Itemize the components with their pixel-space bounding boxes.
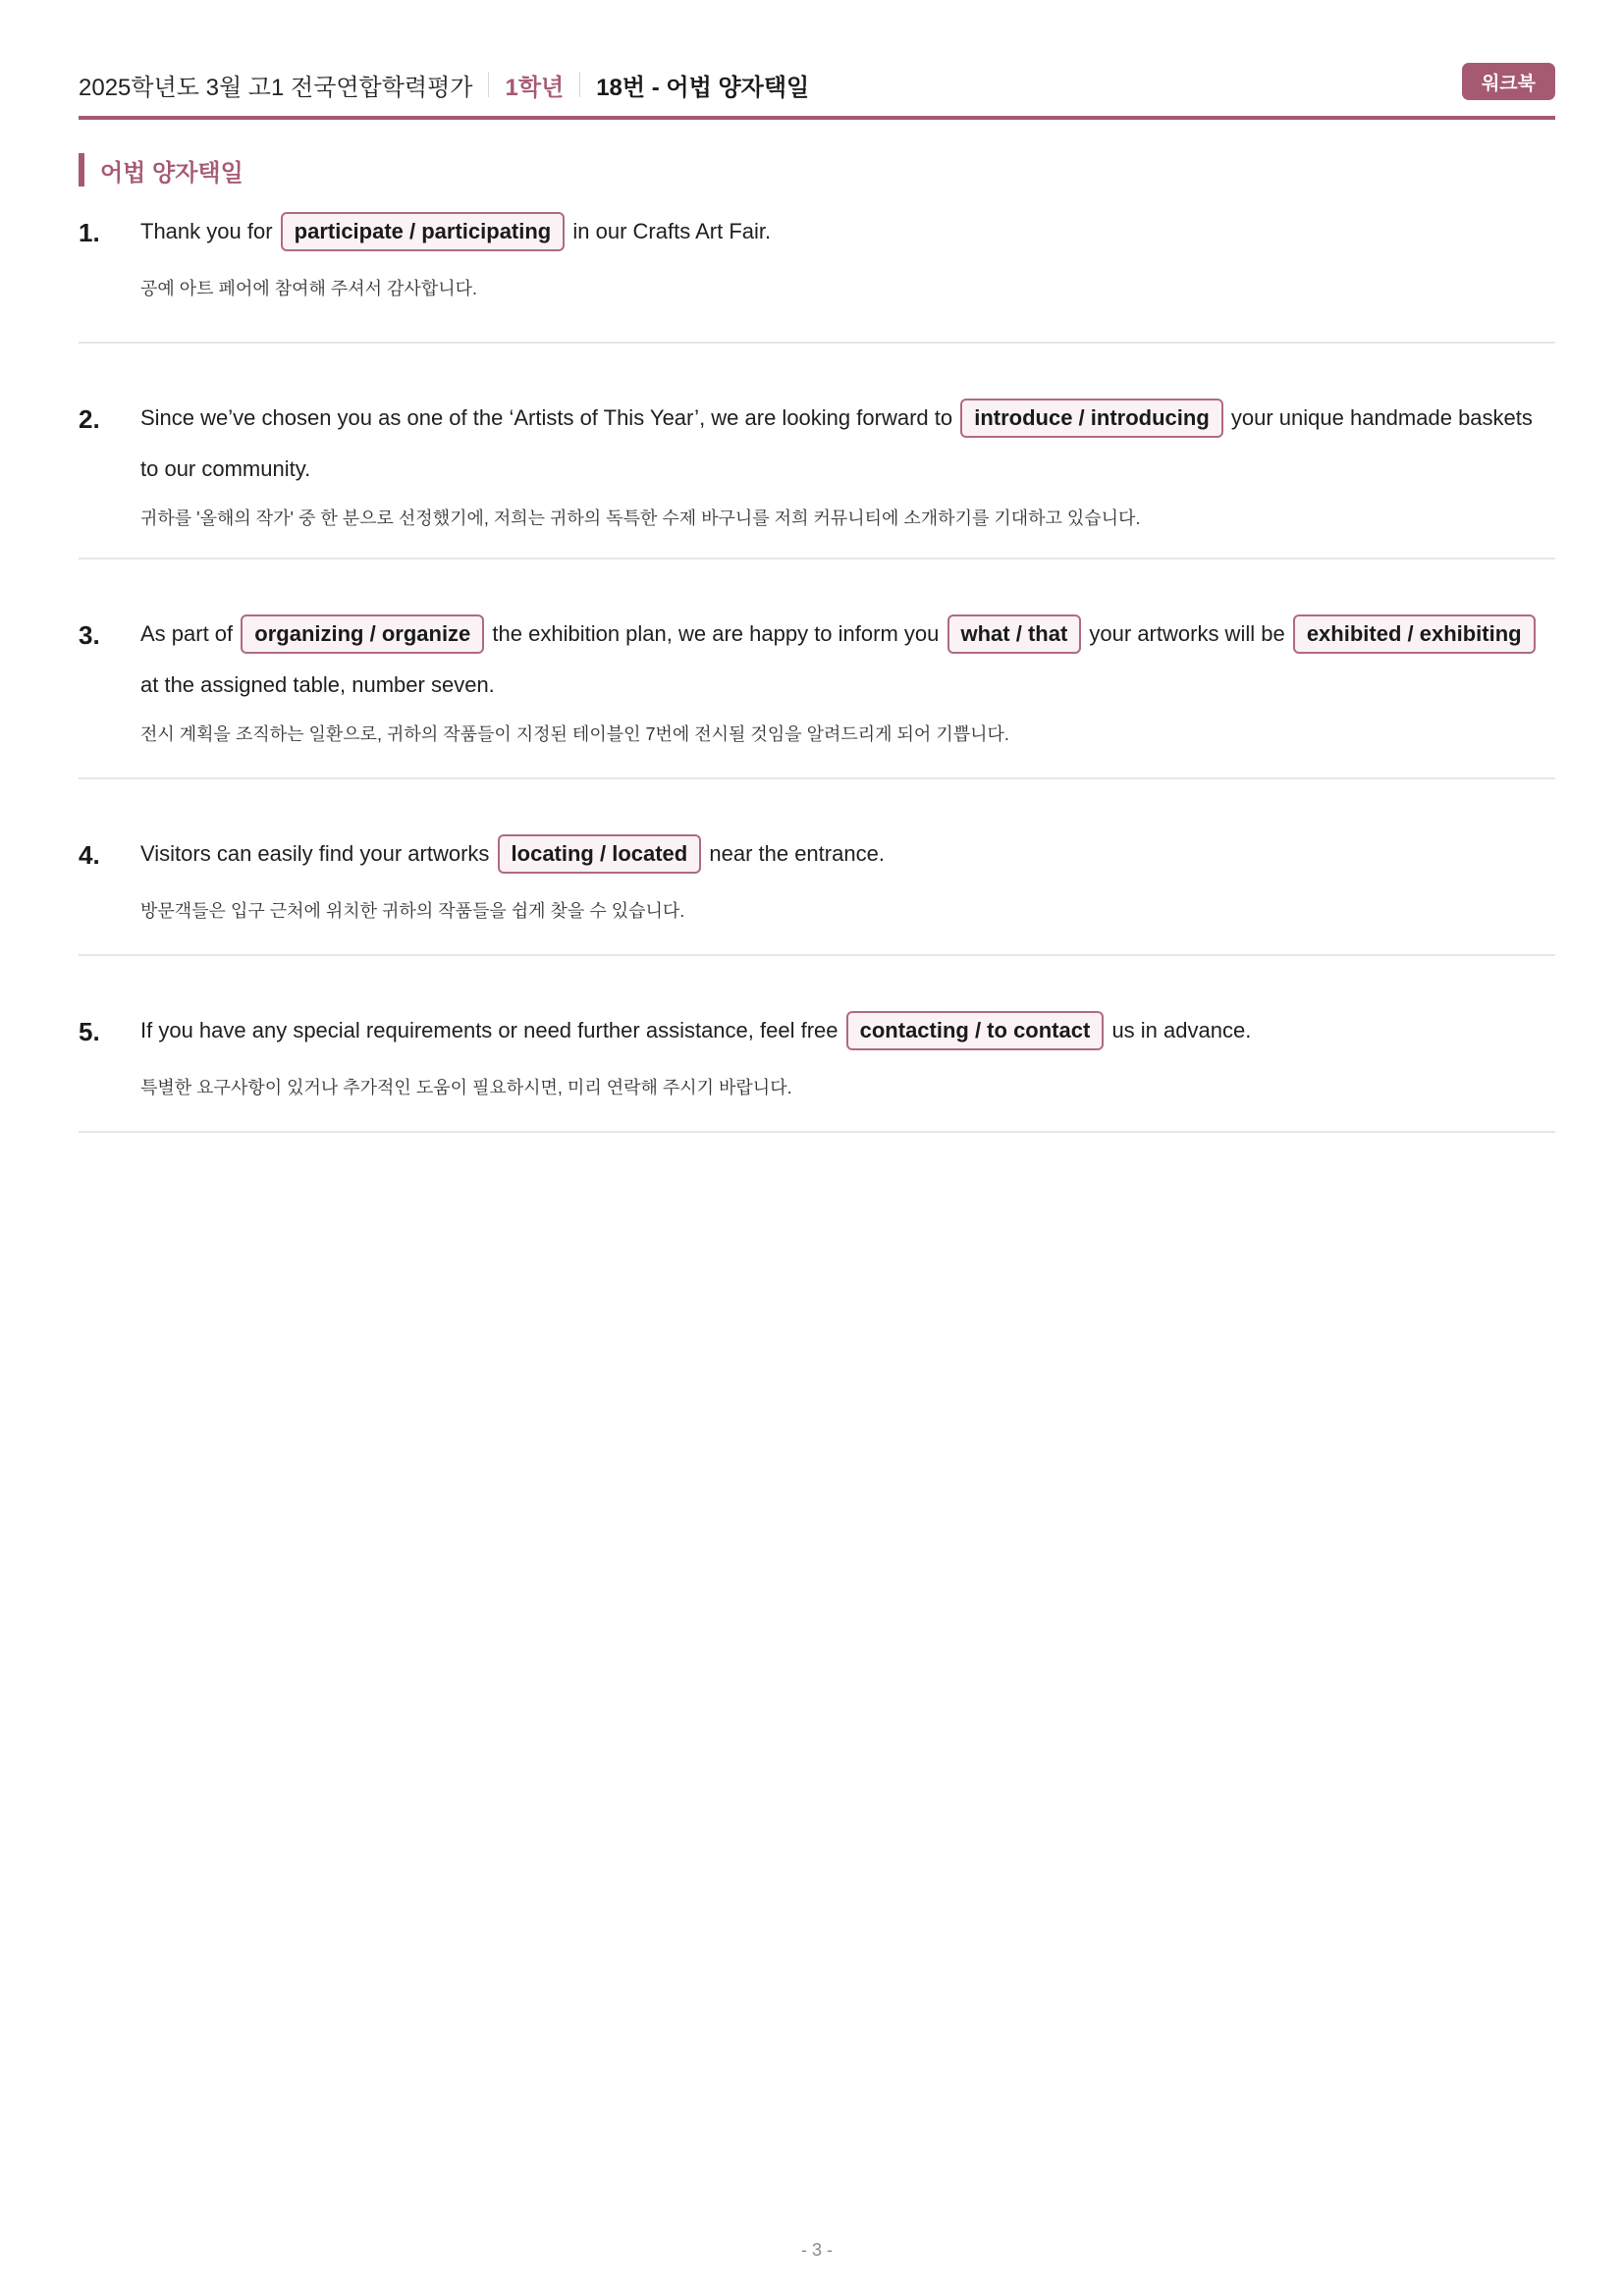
header-divider (579, 72, 580, 97)
question-title: 18번 - 어법 양자택일 (596, 74, 810, 101)
sentence-text: your unique handmade baskets (1230, 405, 1533, 430)
section-accent-bar (79, 153, 84, 187)
worksheet-page (79, 0, 1555, 2296)
grammar-choice-box[interactable]: introduce / introducing (960, 399, 1223, 438)
grammar-choice-box[interactable]: locating / located (498, 834, 702, 874)
sentence-text: As part of (140, 621, 234, 646)
sentence-text: us in advance. (1111, 1018, 1252, 1042)
workbook-badge: 워크북 (1462, 63, 1555, 100)
grammar-choice-box[interactable]: participate / participating (281, 212, 566, 251)
question-sentence (140, 344, 1555, 495)
question-number: 1. (79, 218, 100, 247)
question-sentence (140, 956, 1555, 1056)
header-rule (79, 116, 1555, 120)
header-divider (488, 72, 489, 97)
question-number: 2. (79, 404, 100, 434)
page-header (79, 59, 1555, 110)
exam-name: 2025학년도 3월 고1 전국연합학력평가 (79, 74, 473, 101)
sentence-text: the exhibition plan, we are happy to inform you (492, 621, 940, 646)
grammar-choice-box[interactable]: organizing / organize (241, 614, 484, 654)
question-item-4 (79, 779, 1555, 956)
question-item-2 (79, 344, 1555, 560)
page-number: - 3 - (800, 2240, 833, 2260)
question-sentence (140, 560, 1555, 711)
sentence-text: Since we’ve chosen you as one of the ‘Artists of This Year’, we are looking forward to (140, 405, 953, 430)
question-number: 3. (79, 620, 100, 650)
question-item-3 (79, 560, 1555, 779)
sentence-text: in our Crafts Art Fair. (572, 219, 772, 243)
grammar-choice-box[interactable]: what / that (947, 614, 1082, 654)
korean-translation: 공예 아트 페어에 참여해 주셔서 감사합니다. (140, 279, 477, 298)
sentence-text: at the assigned table, number seven. (140, 672, 495, 697)
question-item-5 (79, 956, 1555, 1133)
question-sentence (140, 196, 1555, 257)
korean-translation: 특별한 요구사항이 있거나 추가적인 도움이 필요하시면, 미리 연락해 주시기 바랍니다. (140, 1078, 792, 1097)
sentence-text: Visitors can easily find your artworks (140, 841, 490, 866)
sentence-text: Thank you for (140, 219, 273, 243)
sentence-text: to our community. (140, 456, 311, 481)
grade-label: 1학년 (505, 74, 565, 101)
question-sentence (140, 779, 1555, 880)
sentence-text: If you have any special requirements or need further assistance, feel free (140, 1018, 839, 1042)
question-item-1 (79, 196, 1555, 344)
question-number: 5. (79, 1017, 100, 1046)
section-title: 어법 양자택일 (100, 159, 243, 187)
question-list (79, 196, 1555, 1133)
korean-translation: 전시 계획을 조직하는 일환으로, 귀하의 작품들이 지정된 테이블인 7번에 전시될 것임을 알려드리게 되어 기쁩니다. (140, 724, 1009, 744)
grammar-choice-box[interactable]: exhibited / exhibiting (1293, 614, 1536, 654)
grammar-choice-box[interactable]: contacting / to contact (846, 1011, 1105, 1050)
korean-translation: 귀하를 '올해의 작가' 중 한 분으로 선정했기에, 저희는 귀하의 독특한 수제 바구니를 저희 커뮤니티에 소개하기를 기대하고 있습니다. (140, 508, 1141, 528)
question-number: 4. (79, 840, 100, 870)
section-heading (79, 153, 243, 187)
korean-translation: 방문객들은 입구 근처에 위치한 귀하의 작품들을 쉽게 찾을 수 있습니다. (140, 901, 685, 921)
sentence-text: your artworks will be (1089, 621, 1285, 646)
sentence-text: near the entrance. (709, 841, 885, 866)
